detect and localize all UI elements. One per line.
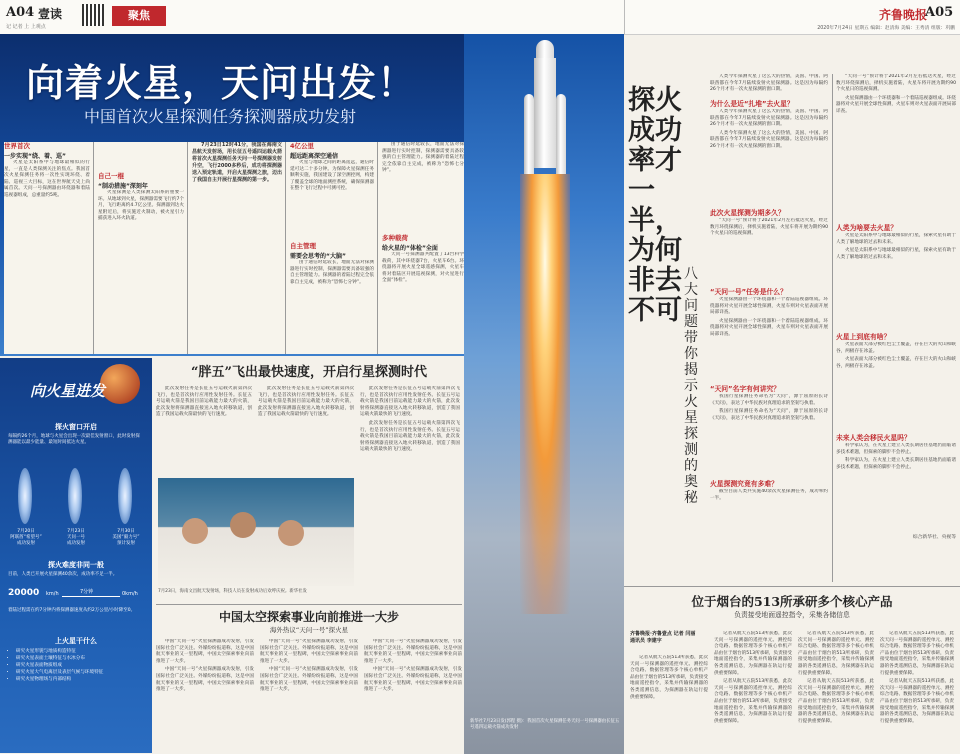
feature-col-2 <box>836 74 956 582</box>
section-text <box>290 160 374 242</box>
bottom-text-col-3 <box>364 639 462 749</box>
person-icon <box>278 520 304 546</box>
top-col-1 <box>4 142 90 354</box>
bottom-article-title: 中国太空探索事业向前推进一大步 <box>218 610 399 624</box>
right-paper-name: 齐鲁晚报 <box>879 8 928 22</box>
question-heading: 火星上到底有啥？ <box>836 333 891 341</box>
section-subheading: 一步实现“绕、着、巡” <box>4 153 66 160</box>
bottom-right-subtitle: 负责接受地面遥控指令，采集各储信息 <box>734 611 850 619</box>
column-rule <box>285 142 286 354</box>
feature-col-1 <box>710 74 828 582</box>
paragraph: 天问一号探测器共配置了13台科学载荷，其中环绕器7台，火星车6台。环绕器将开展火星全球遥感探测，火星车将对着陆区开展巡视探测，对火星进行全面“体检”。 <box>382 252 464 284</box>
section-heading: 自主管理 <box>290 242 316 250</box>
launch-pill-2 <box>68 468 82 524</box>
paragraph: 截至目前人类共实施40余次火星探测任务，成功率约一半。 <box>710 489 828 501</box>
paragraph: 中国“天问一号”火星探测器成功发射，引发国际社会广泛关注。外媒纷纷报道称，这是中国航天事业的又一里程碑，中国太空探索事业向前推进了一大步。 <box>260 667 358 693</box>
left-section-name: 壹读 <box>38 7 63 21</box>
paragraph: 此次发射任务是长征五号运载火箭第四次飞行，也是首次执行应用性发射任务。长征五号运载火箭是我国目前运载能力最大的火箭，此次发射将探测器直接送入地火转移轨道，创造了我国运载火箭最快的飞行速度。 <box>258 386 354 418</box>
middle-text-col-1 <box>156 386 252 476</box>
paragraph: 科学家认为，在火星上建立人类长期居住基地仍面临诸多技术难题，但探索的脚步不会停止。 <box>836 458 956 470</box>
column-rule <box>187 142 188 354</box>
hero-subtitle: 中国首次火星探测任务探测器成功发射 <box>84 107 357 126</box>
question-heading: “天问”名字有何讲究？ <box>710 385 781 393</box>
answer-text <box>710 297 828 385</box>
paragraph: 火星是太阳系中与地球最相似的行星，探索火星有助于人类了解地球的过去和未来。 <box>836 233 956 245</box>
paragraph: 火星探测器由一个环绕器和一个着陆巡视器组成。环绕器将对火星开展全球性探测，火星车则对火星表面开展局部详查。 <box>836 95 956 114</box>
section-heading: 世界首次 <box>4 142 30 150</box>
right-date: 2020年7月24日 星期五 <box>817 26 869 31</box>
answer-text <box>836 233 956 333</box>
launch-name: 美国“毅力号” <box>112 535 140 540</box>
answer-text <box>710 218 828 288</box>
top-col-3 <box>192 142 282 354</box>
paragraph: 火星与地球之间的距离遥远，通信时延可达二十多分钟。为保障火星探测任务顺利实施，我国建设了深空测控网，构建了覆盖全球的地面测控系统，确保探测器在整个飞行过程中可测可控。 <box>290 160 374 192</box>
speed-diagram <box>8 588 144 604</box>
bottom-right-col-2 <box>714 631 792 751</box>
middle-text-col-3 <box>360 386 460 592</box>
paragraph: 由于通信时延较长，地面无法对探测器进行实时控制，探测器需要具备较强的自主管理能力。探测器的着陆过程完全依靠自主完成，被称为“恐怖七分钟”。 <box>290 260 374 285</box>
paragraph: 人类今年探测火星了这么大的热情，美国、中国、阿联酋都在今年7月陆续发射火星探测器。这是因为每隔约26个月才有一次火星探测的窗口期。 <box>710 130 828 149</box>
column-rule <box>93 142 94 354</box>
question-heading: 为什么是近“扎堆”去火星？ <box>710 100 794 108</box>
list-item: • 研究火星表面土壤特征与水冰分布 <box>16 655 152 662</box>
paragraph: 记者从航天五院513所获悉，此次天问一号探测器的遥控单元、测控综合电路、数据管理等多个核心单机产品由位于烟台的513所承研，负责接受地面遥控指令，采集并传输探测器的各类遥测信息，为探测器在轨运行提供重要保障。 <box>714 631 792 676</box>
paragraph: 火星探测器由一个环绕器和一个着陆巡视器组成。环绕器将对火星开展全球性探测，火星车则对火星表面开展局部详查。 <box>710 297 828 316</box>
rocket-photo-caption: 新华社7月23日发(郭程 摄)：我国首次火星探测任务天问一号探测器由长征五号遥四运载火箭成功发射 <box>470 719 620 730</box>
paragraph: 人类今年探测火星了这么大的热情，美国、中国、阿联酋都在今年7月陆续发射火星探测器。这是因为每隔约26个月才有一次火星探测的窗口期。 <box>710 109 828 128</box>
question-heading: 人类为啥要去火星？ <box>836 224 898 232</box>
paragraph: 此次发射任务是长征五号运载火箭第四次飞行，也是首次执行应用性发射任务。长征五号运载火箭是我国目前运载能力最大的火箭，此次发射将探测器直接送入地火转移轨道，创造了我国运载火箭最快的飞行速度。 <box>360 386 460 418</box>
paragraph: 此次发射任务是长征五号运载火箭第四次飞行，也是首次执行应用性发射任务。长征五号运载火箭是我国目前运载能力最大的火箭，此次发射将探测器直接送入地火转移轨道，创造了我国运载火箭最快的飞行速度。 <box>360 420 460 453</box>
answer-text <box>836 342 956 434</box>
left-section-sub: 记 记者 上 上观点 <box>6 24 46 30</box>
bottom-right-title: 位于烟台的513所承研多个核心产品 <box>691 594 893 609</box>
paragraph: 中国“天问一号”火星探测器成功发射，引发国际社会广泛关注。外媒纷纷报道称，这是中国航天事业的又一里程碑，中国太空探索事业向前推进了一大步。 <box>364 667 462 693</box>
right-feature <box>624 34 960 586</box>
step2-title: 探火难度非同一般 <box>48 561 104 569</box>
launch-pill-3 <box>118 468 132 524</box>
qr-code-icon <box>82 4 104 26</box>
paragraph: 火星探测器由一个环绕器和一个着陆巡视器组成。环绕器将对火星开展全球性探测，火星车则对火星表面开展局部详查。 <box>710 318 828 337</box>
paragraph: 我国行星探测任务命名为“天问”，源于屈原的长诗《天问》，表达了中华民族对真理追求的坚韧与执着。 <box>710 394 828 406</box>
paragraph: 记者从航天五院513所获悉，此次天问一号探测器的遥控单元、测控综合电路、数据管理等多个核心单机产品由位于烟台的513所承研，负责接受地面遥控指令，采集并传输探测器的各类遥测信息，为探测器在轨运行提供重要保障。 <box>798 679 874 724</box>
bottom-text-col-1 <box>156 639 254 749</box>
list-item: • 研究火星大气电离层及表层气候与环境特征 <box>16 669 152 676</box>
step1-text: 每隔约26个月，地球与火星会出现一次最佳发射窗口，此时发射探测器能以最少能量、最短时间抵达火星。 <box>8 434 140 445</box>
middle-article-title: “胖五”飞出最快速度，开启行星探测时代 <box>191 365 427 380</box>
intro-text <box>710 74 828 100</box>
list-item: • 研究火星物理场与内部结构 <box>16 676 152 683</box>
top-col-5 <box>382 142 464 354</box>
bottom-right-col-4 <box>880 631 954 751</box>
speed-end: 0km/h <box>122 591 138 597</box>
feature-title: 探火成功率才一半，为何非去不可 <box>628 85 682 326</box>
mars-icon <box>100 364 140 404</box>
section-subheading: “制动措施”深刻年 <box>98 183 148 190</box>
launch-status: 预计发射 <box>117 541 135 546</box>
rocket-photo <box>464 34 624 754</box>
launch-name: 天问一号 <box>67 535 85 540</box>
paragraph: 记者从航天五院513所获悉，此次天问一号探测器的遥控单元、测控综合电路、数据管理等多个核心单机产品由位于烟台的513所承研，负责接受地面遥控指令，采集并传输探测器的各类遥测信息，为探测器在轨运行提供重要保障。 <box>798 631 874 676</box>
answer-text <box>836 443 956 533</box>
rocket-booster-left <box>524 94 534 174</box>
section-subheading: 超远距离深空通信 <box>290 153 339 160</box>
right-header <box>624 0 960 34</box>
paragraph: 记者从航天五院513所获悉，此次天问一号探测器的遥控单元、测控综合电路、数据管理等多个核心单机产品由位于烟台的513所承研，负责接受地面遥控指令，采集并传输探测器的各类遥测信息，为探测器在轨运行提供重要保障。 <box>630 655 708 700</box>
step3-list <box>8 648 152 683</box>
feature-kicker: 八大问题带你揭示火星探测的奥秘 <box>684 266 698 506</box>
bottom-right-article <box>624 586 960 754</box>
paragraph: 记者从航天五院513所获悉，此次天问一号探测器的遥控单元、测控综合电路、数据管理等多个核心单机产品由位于烟台的513所承研，负责接受地面遥控指令，采集并传输探测器的各类遥测信息，为探测器在轨运行提供重要保障。 <box>714 679 792 724</box>
step1-title: 探火窗口开启 <box>55 423 97 431</box>
paragraph: 记者从航天五院513所获悉，此次天问一号探测器的遥控单元、测控综合电路、数据管理等多个核心单机产品由位于烟台的513所承研，负责接受地面遥控指令，采集并传输探测器的各类遥测信息，为探测器在轨运行提供重要保障。 <box>880 631 954 676</box>
section-subheading: 给火星的“体检”全面 <box>382 245 438 252</box>
paragraph: 火星表面大部分被红色尘土覆盖，存在巨大的火山和峡谷，两极存在冰盖。 <box>836 357 956 369</box>
paragraph: 人类今年探测火星了这么大的热情，美国、中国、阿联酋都在今年7月陆续发射火星探测器。这是因为每隔约26个月才有一次火星探测的窗口期。 <box>710 74 828 93</box>
bottom-article-subtitle: 海外热议“天问一号”探火星 <box>269 626 349 634</box>
list-item: • 研究火星形貌与地质构造特征 <box>16 648 152 655</box>
launch-name: 阿联酋“希望号” <box>10 535 42 540</box>
question-heading: 火星探测究竟有多难？ <box>710 480 778 488</box>
list-item: • 研究火星表面物质组成 <box>16 662 152 669</box>
left-page-number: A04 <box>6 5 35 20</box>
column-rule <box>832 74 833 582</box>
launch-1 <box>2 528 50 546</box>
question-heading: “天问一号”任务是什么？ <box>710 288 787 296</box>
launch-2 <box>52 528 100 546</box>
paragraph: 中国“天问一号”火星探测器成功发射，引发国际社会广泛关注。外媒纷纷报道称，这是中国航天事业的又一里程碑，中国太空探索事业向前推进了一大步。 <box>364 639 462 664</box>
paragraph: 中国“天问一号”火星探测器成功发射，引发国际社会广泛关注。外媒纷纷报道称，这是中国航天事业的又一里程碑，中国太空探索事业向前推进了一大步。 <box>260 639 358 664</box>
hero-title: 向着火星，天问出发！ <box>26 60 417 105</box>
top-col-2 <box>98 142 184 354</box>
paragraph: 7月23日12时41分，我国在海南文昌航天发射场，用长征五号遥四运载火箭将首次火星探测任务天问一号探测器发射升空，飞行2000多秒后，成功将探测器送入预定轨道，开启火星探测之旅，迈出了我国自主开展行星探测的第一步。 <box>192 142 282 183</box>
bottom-right-byline: 齐鲁晚报·齐鲁壹点 记者 闫丽 通讯员 李建宇 <box>630 631 696 644</box>
step2-note: 着陆过程需在约7分钟内将探测器速度从约2万公里/小时降至0。 <box>8 608 136 613</box>
answer-text <box>710 489 828 509</box>
section-text <box>4 160 90 346</box>
right-editors: 编辑：赵清海 美编：王秀清 组版：巩鹏 <box>870 26 955 31</box>
section-heading: 4亿公里 <box>290 142 315 150</box>
launch-date: 7月30日 <box>117 529 135 534</box>
paragraph: 火星探测是人类探测太阳系的重要一环。从地球到火星，探测器需要飞行约7个月，飞行距离约4.7亿公里。探测器到达火星附近后，将实施近火制动，被火星引力捕获进入环火轨道。 <box>98 190 184 222</box>
right-header-meta <box>625 24 955 31</box>
speed-value: 20000 <box>8 588 40 598</box>
step2-text: 目前，人类已开展火星探测40余次，成功率不足一半。 <box>8 572 118 577</box>
middle-article <box>156 364 462 600</box>
feature-author: 综合新华社、央视等 <box>912 535 956 540</box>
bottom-right-col-1 <box>630 655 708 751</box>
person-icon <box>230 512 256 538</box>
paragraph: 记者从航天五院513所获悉，此次天问一号探测器的遥控单元、测控综合电路、数据管理等多个核心单机产品由位于烟台的513所承研，负责接受地面遥控指令，采集并传输探测器的各类遥测信息，为探测器在轨运行提供重要保障。 <box>880 679 954 724</box>
newspaper-header <box>0 0 960 35</box>
paragraph: 火星是太阳系中与地球最相似的行星，探索火星有助于人类了解地球的过去和未来。 <box>836 248 956 260</box>
paragraph: “天问一号”预计将于2021年2月左右抵达火星，经过数月环绕探测后，择机实施着陆，火星车将开展为期约90个火星日的巡视探测。 <box>710 218 828 237</box>
paragraph: 火星是太阳系中与地球最相似的行星，一直是人类探测关注的焦点。我国首次火星探测任务将一次性实现环绕、着陆、巡视三大目标，这在世界航天史上尚属首次。天问一号探测器由环绕器和着陆巡视器组成，总重量约5吨。 <box>4 160 90 198</box>
section-subheading: 需要会思考的“大脑” <box>290 253 346 260</box>
section-text <box>382 142 464 234</box>
launch-date: 7月23日 <box>67 529 85 534</box>
launch-pill-1 <box>18 468 32 524</box>
bottom-text-col-2 <box>260 639 358 749</box>
paragraph: 中国“天问一号”火星探测器成功发射，引发国际社会广泛关注。外媒纷纷报道称，这是中国航天事业的又一里程碑，中国太空探索事业向前推进了一大步。 <box>156 667 254 693</box>
answer-text <box>710 109 828 209</box>
launch-3 <box>102 528 150 546</box>
column-rule <box>377 142 378 354</box>
mars-infographic <box>0 358 152 753</box>
section-heading: 多种载荷 <box>382 234 408 242</box>
right-page-number: A05 <box>925 5 954 20</box>
speed-duration: 7分钟 <box>80 589 94 595</box>
bottom-article <box>156 604 462 751</box>
paragraph: “天问一号”预计将于2021年2月左右抵达火星，经过数月环绕探测后，择机实施着陆，火星车将开展为期约90个火星日的巡视探测。 <box>836 74 956 93</box>
paragraph: 此次发射任务是长征五号运载火箭第四次飞行，也是首次执行应用性发射任务。长征五号运载火箭是我国目前运载能力最大的火箭，此次发射将探测器直接送入地火转移轨道，创造了我国运载火箭最快的飞行速度。 <box>156 386 252 418</box>
answer-text <box>710 394 828 480</box>
person-icon <box>182 518 208 544</box>
paragraph: 中国“天问一号”火星探测器成功发射，引发国际社会广泛关注。外媒纷纷报道称，这是中国航天事业的又一里程碑，中国太空探索事业向前推进了一大步。 <box>156 639 254 664</box>
step3-title: 上火星干什么 <box>55 637 97 645</box>
section-text <box>98 190 184 340</box>
infographic-title: 向火星进发 <box>30 382 106 400</box>
question-heading: 未来人类会移民火星吗？ <box>836 434 911 442</box>
rocket-exhaust-plume <box>520 174 570 614</box>
photo-caption: 7月23日，海南文昌航天发射场，科技人员在发射成功后欢呼庆祝。新华社发 <box>158 589 307 594</box>
top-article <box>4 142 464 354</box>
answer-text <box>836 74 956 224</box>
speed-unit: km/h <box>46 591 59 597</box>
paragraph: 由于通信时延较长，地面无法对探测器进行实时控制，探测器需要具备较强的自主管理能力。探测器的着陆过程完全依靠自主完成，被称为“恐怖七分钟”。 <box>382 142 464 174</box>
rocket-booster-right <box>556 94 566 174</box>
celebration-photo <box>158 478 354 586</box>
middle-text-col-2 <box>258 386 354 476</box>
section-text <box>290 260 374 340</box>
rocket-fairing <box>536 40 554 60</box>
speed-arrow <box>62 596 120 597</box>
launch-date: 7月20日 <box>17 529 35 534</box>
rocket-core <box>534 58 556 168</box>
focus-tag: 聚焦 <box>112 6 166 26</box>
paragraph: 火星表面大部分被红色尘土覆盖，存在巨大的火山和峡谷，两极存在冰盖。 <box>836 342 956 354</box>
launch-status: 成功发射 <box>67 541 85 546</box>
top-col-4 <box>290 142 374 354</box>
paragraph: 科学家认为，在火星上建立人类长期居住基地仍面临诸多技术难题，但探索的脚步不会停止。 <box>836 443 956 455</box>
paragraph: 我国行星探测任务命名为“天问”，源于屈原的长诗《天问》，表达了中华民族对真理追求的坚韧与执着。 <box>710 409 828 421</box>
section-text <box>382 252 464 342</box>
question-heading: 此次火星探测为期多久？ <box>710 209 785 217</box>
bottom-right-col-3 <box>798 631 874 751</box>
lead-text <box>192 142 282 354</box>
section-heading: 自己一棍 <box>98 172 124 180</box>
launch-status: 成功发射 <box>17 541 35 546</box>
